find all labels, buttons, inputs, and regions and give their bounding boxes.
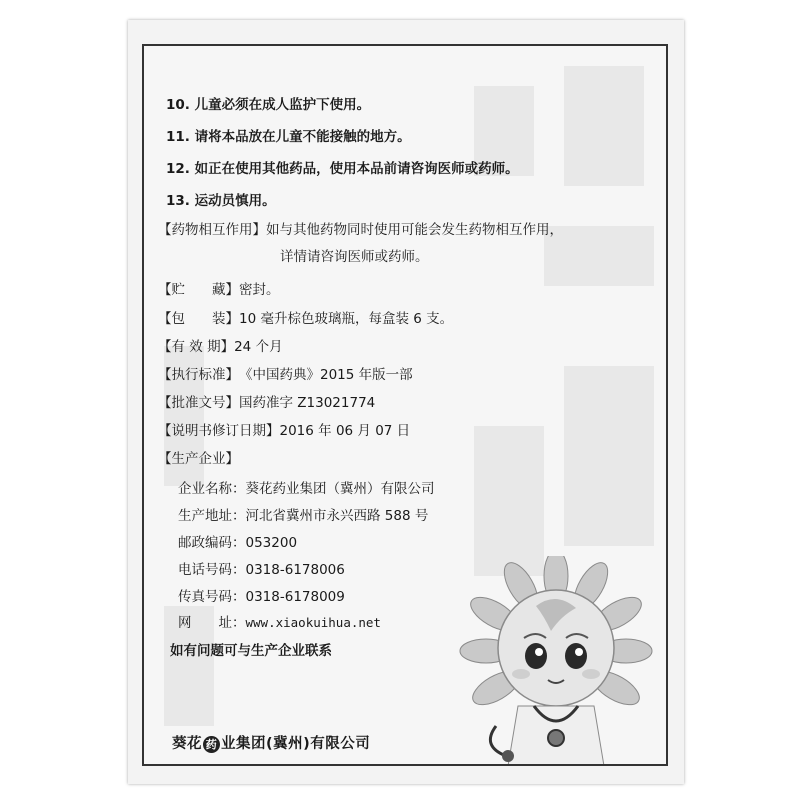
warning-item: 10. 儿童必须在成人监护下使用。	[166, 97, 371, 113]
storage-label: 【贮 藏】	[158, 282, 239, 298]
revision-label: 【说明书修订日期】	[158, 423, 280, 439]
packaging-value: 10 毫升棕色玻璃瓶，每盒装 6 支。	[239, 311, 454, 327]
manufacturer-label: 传真号码：	[178, 589, 246, 605]
company-logo-text: 葵花	[172, 736, 202, 752]
manufacturer-label: 网 址：	[178, 615, 246, 631]
manufacturer-value: 0318-6178009	[245, 589, 345, 605]
standard-value: 《中国药典》2015 年版一部	[239, 367, 413, 383]
approval-label: 【批准文号】	[158, 395, 239, 411]
warning-item: 11. 请将本品放在儿童不能接触的地方。	[166, 129, 411, 145]
storage-value: 密封。	[239, 282, 280, 298]
company-logo	[172, 732, 370, 753]
interaction-label: 【药物相互作用】	[158, 222, 266, 238]
manufacturer-website: www.xiaokuihua.net	[245, 615, 381, 630]
manufacturer-label: 邮政编码：	[178, 535, 246, 551]
packaging-label: 【包 装】	[158, 311, 239, 327]
interaction-text-continued: 详情请咨询医师或药师。	[280, 249, 429, 265]
manufacturer-value: 0318-6178006	[245, 562, 345, 578]
manufacturer-value: 河北省冀州市永兴西路 588 号	[245, 508, 429, 524]
leaflet-border	[142, 44, 668, 766]
validity-label: 【有 效 期】	[158, 339, 235, 355]
manufacturer-row	[178, 588, 345, 606]
approval-row	[158, 394, 375, 412]
validity-row	[158, 338, 283, 356]
manufacturer-row	[178, 507, 428, 525]
manufacturer-row	[178, 480, 435, 498]
contact-note: 如有问题可与生产企业联系	[170, 643, 332, 659]
standard-label: 【执行标准】	[158, 367, 239, 383]
leaflet-content	[144, 46, 666, 764]
company-seal-icon: 药	[203, 736, 220, 753]
packaging-row	[158, 310, 453, 328]
manufacturer-label: 企业名称：	[178, 481, 246, 497]
manufacturer-label: 电话号码：	[178, 562, 246, 578]
company-logo-text: 业集团(冀州)有限公司	[221, 736, 371, 752]
standard-row	[158, 366, 413, 384]
manufacturer-value: 053200	[245, 535, 298, 551]
interaction-text: 如与其他药物同时使用可能会发生药物相互作用，	[266, 222, 563, 238]
revision-value: 2016 年 06 月 07 日	[279, 423, 411, 439]
sunflower-mascot-illustration	[426, 556, 656, 766]
manufacturer-label: 生产地址：	[178, 508, 246, 524]
manufacturer-row	[178, 534, 297, 552]
validity-value: 24 个月	[234, 339, 283, 355]
warning-item: 13. 运动员慎用。	[166, 193, 276, 209]
manufacturer-header: 【生产企业】	[158, 451, 239, 467]
storage-row	[158, 281, 280, 299]
manufacturer-row	[178, 614, 381, 632]
manufacturer-row	[178, 561, 345, 579]
revision-row	[158, 422, 410, 440]
leaflet-paper	[128, 20, 684, 784]
interaction-row	[158, 221, 563, 239]
manufacturer-value: 葵花药业集团（冀州）有限公司	[245, 481, 435, 497]
approval-value: 国药准字 Z13021774	[239, 395, 376, 411]
warning-item: 12. 如正在使用其他药品，使用本品前请咨询医师或药师。	[166, 161, 519, 177]
